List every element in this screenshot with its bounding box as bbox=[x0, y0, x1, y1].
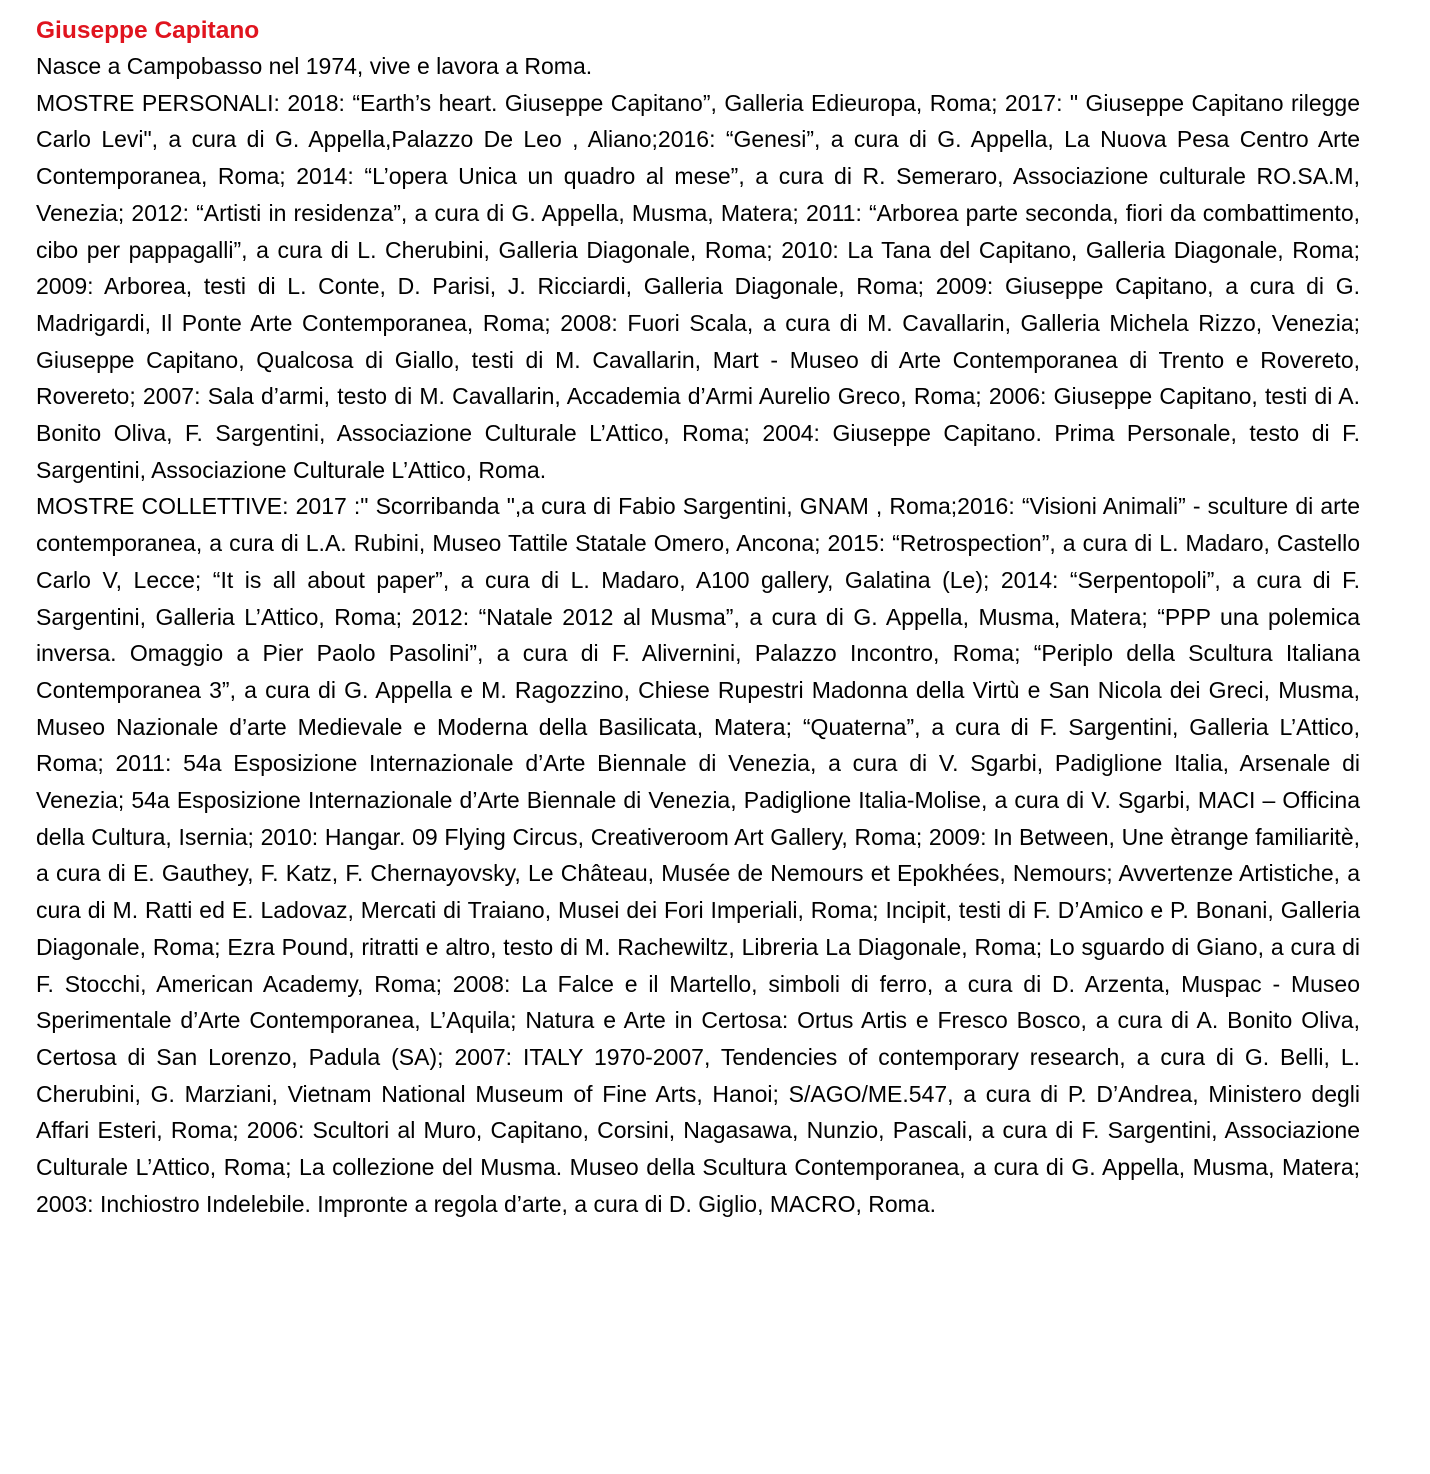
solo-exhibitions-paragraph: MOSTRE PERSONALI: 2018: “Earth’s heart. Giuseppe Capitano”, Galleria Edieuropa, Roma; 2017: " Giuseppe Capitano rilegge Carlo Levi", a cura di G. Appella,Palazzo De Leo , Aliano;2016: “Genesi”, a cura di G. Appella, La Nuova Pesa Centro Arte Contemporanea, Roma; 2014: “L’opera Unica un quadro al mese”, a cura di R. Semeraro, Associazione culturale RO.SA.M, Venezia; 2012: “Artisti in residenza”, a cura di G. Appella, Musma, Matera; 2011: “Arborea parte seconda, fiori da combattimento, cibo per pappagalli”, a cura di L. Cherubini, Galleria Diagonale, Roma; 2010: La Tana del Capitano, Galleria Diagonale, Roma; 2009: Arborea, testi di L. Conte, D. Parisi, J. Ricciardi, Galleria Diagonale, Roma; 2009: Giuseppe Capitano, a cura di G. Madrigardi, Il Ponte Arte Contemporanea, Roma; 2008: Fuori Scala, a cura di M. Cavallarin, Galleria Michela Rizzo, Venezia; Giuseppe Capitano, Qualcosa di Giallo, testi di M. Cavallarin, Mart - Museo di Arte Contemporanea di Trento e Rovereto, Rovereto; 2007: Sala d’armi, testo di M. Cavallarin, Accademia d’Armi Aurelio Greco, Roma; 2006: Giuseppe Capitano, testi di A. Bonito Oliva, F. Sargentini, Associazione Culturale L’Attico, Roma; 2004: Giuseppe Capitano. Prima Personale, testo di F. Sargentini, Associazione Culturale L’Attico, Roma. bbox=[36, 89, 1360, 483]
document-page bbox=[36, 14, 1360, 1223]
artist-name-title: Giuseppe Capitano bbox=[36, 17, 260, 44]
group-exhibitions-paragraph: MOSTRE COLLETTIVE: 2017 :" Scorribanda ",a cura di Fabio Sargentini, GNAM , Roma;2016: “Visioni Animali” - sculture di arte contemporanea, a cura di L.A. Rubini, Museo Tattile Statale Omero, Ancona; 2015: “Retrospection”, a cura di L. Madaro, Castello Carlo V, Lecce; “It is all about paper”, a cura di L. Madaro, A100 gallery, Galatina (Le); 2014: “Serpentopoli”, a cura di F. Sargentini, Galleria L’Attico, Roma; 2012: “Natale 2012 al Musma”, a cura di G. Appella, Musma, Matera; “PPP una polemica inversa. Omaggio a Pier Paolo Pasolini”, a cura di F. Alivernini, Palazzo Incontro, Roma; “Periplo della Scultura Italiana Contemporanea 3”, a cura di G. Appella e M. Ragozzino, Chiese Rupestri Madonna della Virtù e San Nicola dei Greci, Musma, Museo Nazionale d’arte Medievale e Moderna della Basilicata, Matera; “Quaterna”, a cura di F. Sargentini, Galleria L’Attico, Roma; 2011: 54a Esposizione Internazionale d’Arte Biennale di Venezia, a cura di V. Sgarbi, Padiglione Italia, Arsenale di Venezia; 54a Esposizione Internazionale d’Arte Biennale di Venezia, Padiglione Italia-Molise, a cura di V. Sgarbi, MACI – Officina della Cultura, Isernia; 2010: Hangar. 09 Flying Circus, Creativeroom Art Gallery, Roma; 2009: In Between, Une ètrange familiaritè, a cura di E. Gauthey, F. Katz, F. Chernayovsky, Le Château, Musée de Nemours et Epokhées, Nemours; Avvertenze Artistiche, a cura di M. Ratti ed E. Ladovaz, Mercati di Traiano, Musei dei Fori Imperiali, Roma; Incipit, testi di F. D’Amico e P. Bonani, Galleria Diagonale, Roma; Ezra Pound, ritratti e altro, testo di M. Rachewiltz, Libreria La Diagonale, Roma; Lo sguardo di Giano, a cura di F. Stocchi, American Academy, Roma; 2008: La Falce e il Martello, simboli di ferro, a cura di D. Arzenta, Muspac - Museo Sperimentale d’Arte Contemporanea, L’Aquila; Natura e Arte in Certosa: Ortus Artis e Fresco Bosco, a cura di A. Bonito Oliva, Certosa di San Lorenzo, Padula (SA); 2007: ITALY 1970-2007, Tendencies of contemporary research, a cura di G. Belli, L. Cherubini, G. Marziani, Vietnam National Museum of Fine Arts, Hanoi; S/AGO/ME.547, a cura di P. D’Andrea, Ministero degli Affari Esteri, Roma; 2006: Scultori al Muro, Capitano, Corsini, Nagasawa, Nunzio, Pascali, a cura di F. Sargentini, Associazione Culturale L’Attico, Roma; La collezione del Musma. Museo della Scultura Contemporanea, a cura di G. Appella, Musma, Matera; 2003: Inchiostro Indelebile. Impronte a regola d’arte, a cura di D. Giglio, MACRO, Roma. bbox=[36, 493, 1360, 1217]
birth-info: Nasce a Campobasso nel 1974, vive e lavora a Roma. bbox=[36, 53, 593, 79]
